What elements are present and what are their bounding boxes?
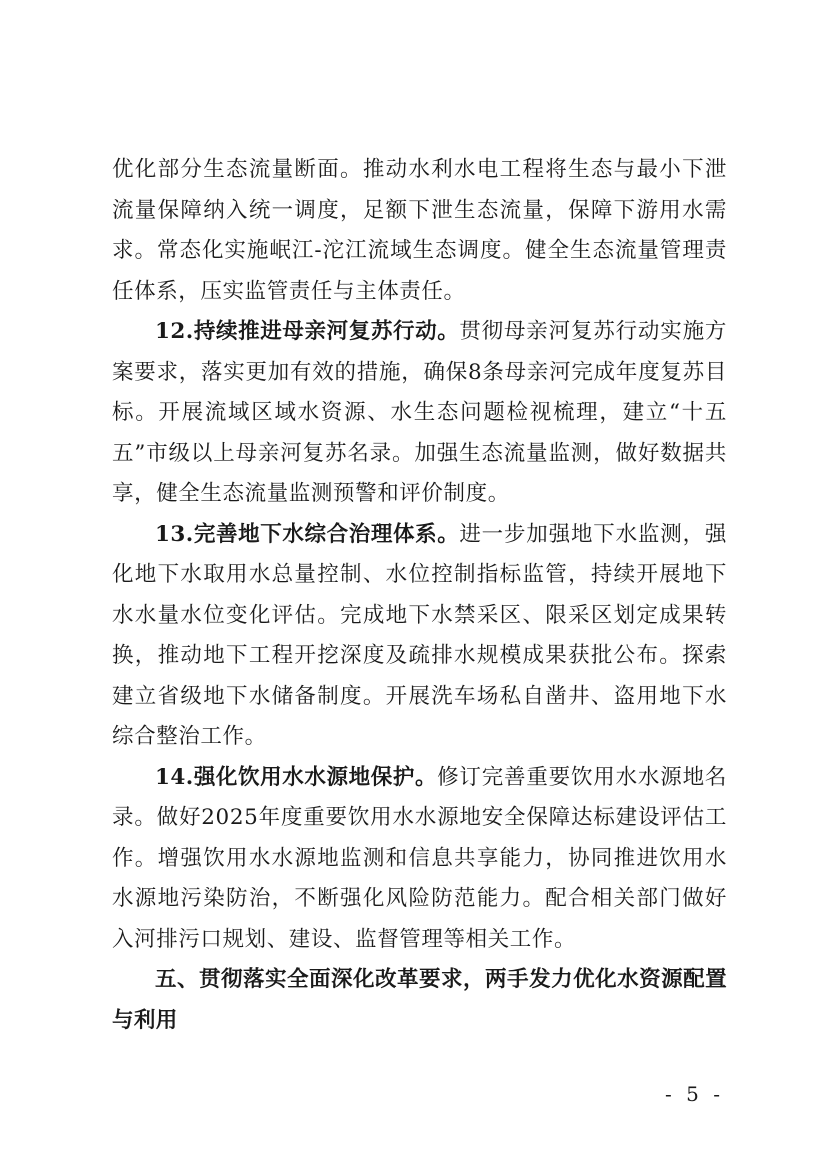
paragraph-continued: [112, 150, 727, 312]
paragraph-item-14: [112, 758, 727, 961]
paragraph-text: 贯彻母亲河复苏行动实施方案要求，落实更加有效的措施，确保8条母亲河完成年度复苏目标。开展流域区域水资源、水生态问题检视梳理，建立“十五五”市级以上母亲河复苏名录。加强生态流量监测，做好数据共享，健全生态流量监测预警和评价制度。: [112, 319, 727, 506]
section-heading: 五、贯彻落实全面深化改革要求，两手发力优化水资源配置与利用: [112, 967, 727, 1033]
paragraph-item-12: [112, 312, 727, 515]
paragraph-heading: 13.完善地下水综合治理体系。: [155, 521, 460, 547]
paragraph-text: 进一步加强地下水监测，强化地下水取用水总量控制、水位控制指标监管，持续开展地下水水量水位变化评估。完成地下水禁采区、限采区划定成果转换，推动地下工程开挖深度及疏排水规模成果获批公布。探索建立省级地下水储备制度。开展洗车场私自凿井、盗用地下水综合整治工作。: [112, 521, 727, 749]
page-number: - 5 -: [665, 1082, 724, 1106]
paragraph-text: 修订完善重要饮用水水源地名录。做好2025年度重要饮用水水源地安全保障达标建设评估工作。增强饮用水水源地监测和信息共享能力，协同推进饮用水水源地污染防治，不断强化风险防范能力。配合相关部门做好入河排污口规划、建设、监督管理等相关工作。: [112, 764, 727, 952]
paragraph-heading: 12.持续推进母亲河复苏行动。: [155, 319, 460, 344]
paragraph-heading: 14.强化饮用水水源地保护。: [155, 764, 438, 790]
document-body: [112, 150, 727, 1041]
paragraph-item-13: [112, 515, 727, 758]
paragraph-text: 优化部分生态流量断面。推动水利水电工程将生态与最小下泄流量保障纳入统一调度，足额下泄生态流量，保障下游用水需求。常态化实施岷江-沱江流域生态调度。健全生态流量管理责任体系，压实监管责任与主体责任。: [112, 157, 727, 304]
